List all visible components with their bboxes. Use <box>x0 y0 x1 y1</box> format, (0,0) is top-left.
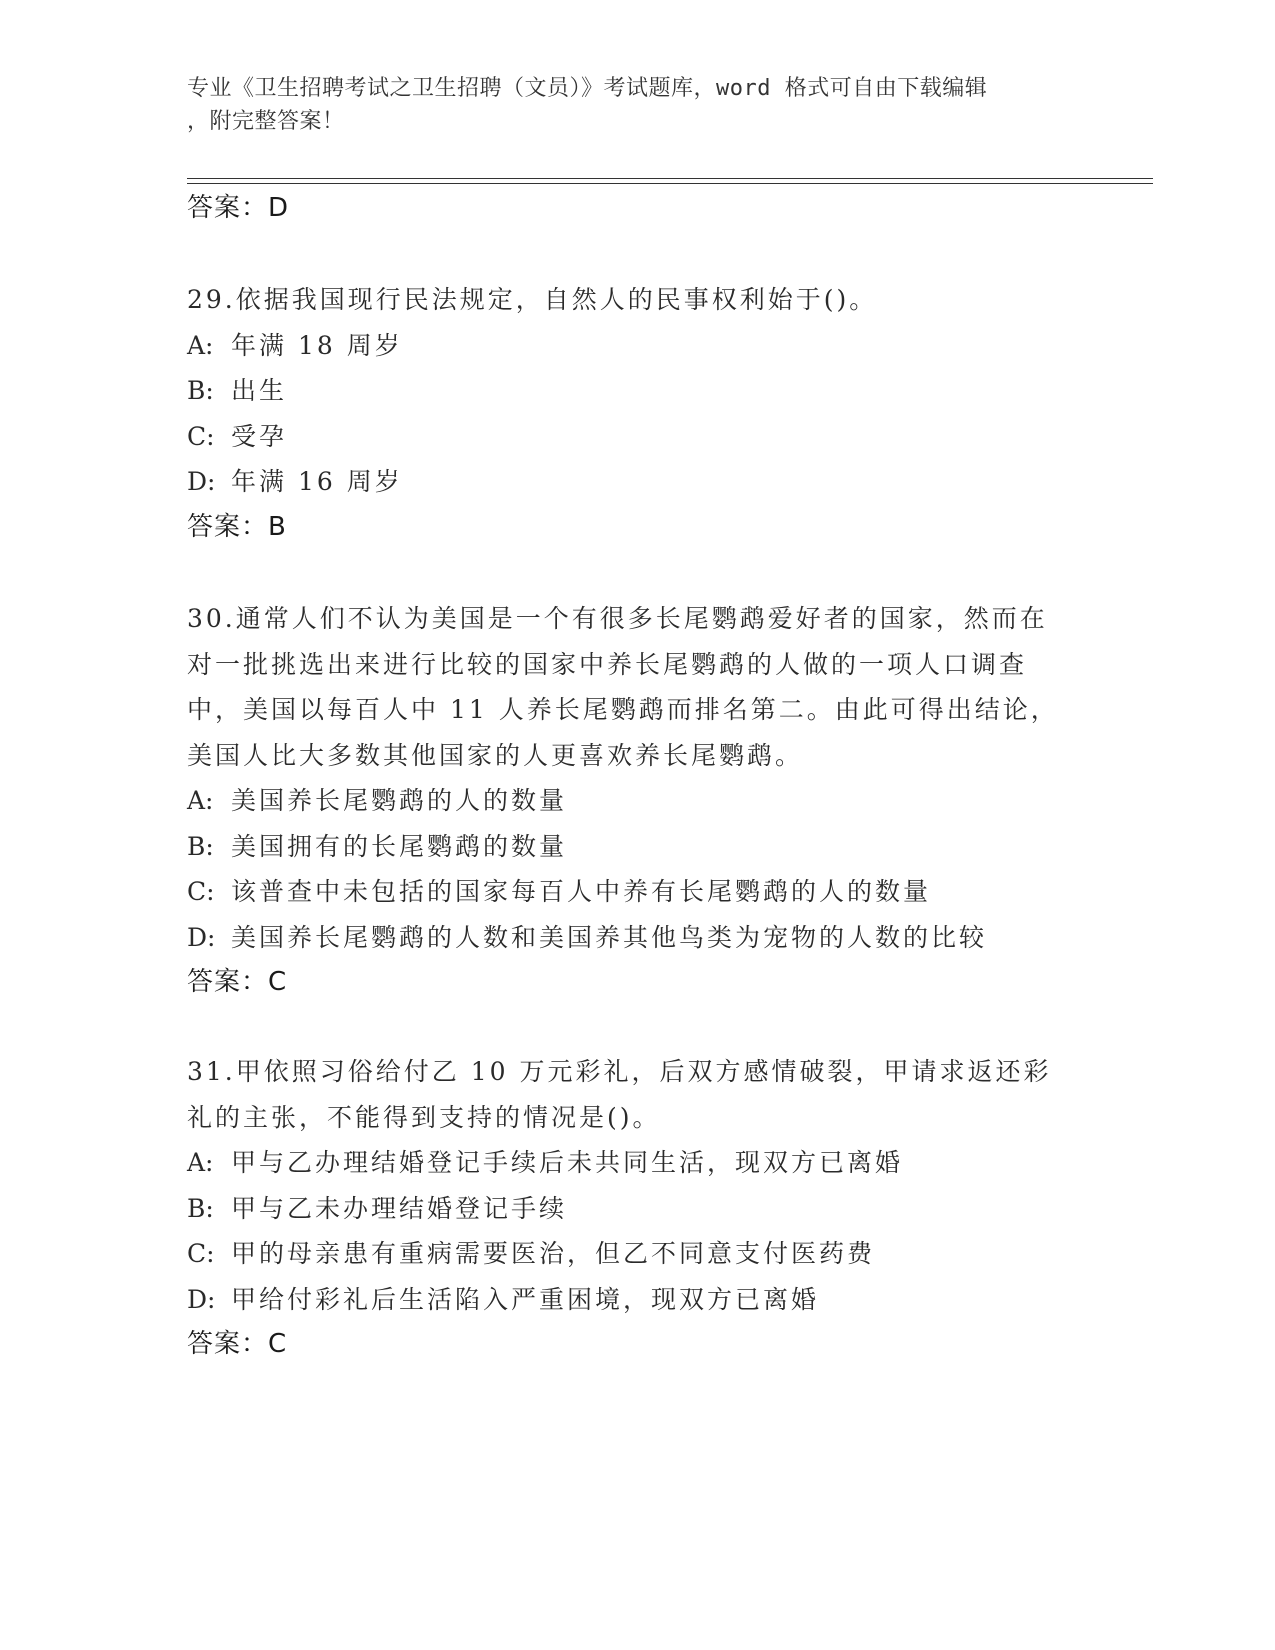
option-text: 年满 18 周岁 <box>231 330 403 360</box>
option-b <box>187 368 1087 414</box>
option-key: C: <box>187 877 215 906</box>
header-rule-top <box>187 178 1153 179</box>
option-d <box>187 915 1087 961</box>
question-text: 31.甲依照习俗给付乙 10 万元彩礼，后双方感情破裂，甲请求返还彩 <box>187 1057 1052 1086</box>
option-key: B: <box>187 1193 214 1223</box>
option-key: C: <box>187 421 215 451</box>
option-d <box>187 1277 1087 1323</box>
option-key: B: <box>187 831 214 861</box>
option-d <box>187 459 1087 505</box>
option-text: 甲给付彩礼后生活陷入严重困境，现双方已离婚 <box>231 1284 820 1314</box>
option-c <box>187 414 1087 460</box>
question-text: 29.依据我国现行民法规定，自然人的民事权利始于()。 <box>187 285 878 314</box>
option-text: 甲与乙未办理结婚登记手续 <box>231 1193 568 1223</box>
option-key: A: <box>187 1148 214 1177</box>
question-text: 中，美国以每百人中 11 人养长尾鹦鹉而排名第二。由此可得出结论， <box>187 695 1059 724</box>
header-line-1: 专业《卫生招聘考试之卫生招聘（文员）》考试题库，word 格式可自由下载编辑 <box>187 76 988 101</box>
answer-label: 答案：C <box>187 1329 288 1359</box>
answer-label: 答案：D <box>187 193 290 223</box>
option-key: D: <box>187 467 216 496</box>
option-text: 美国养长尾鹦鹉的人数和美国养其他鸟类为宠物的人数的比较 <box>231 922 988 952</box>
answer-label: 答案：B <box>187 511 287 542</box>
option-text: 甲与乙办理结婚登记手续后未共同生活，现双方已离婚 <box>231 1148 904 1177</box>
option-key: A: <box>187 786 214 815</box>
question-text: 美国人比大多数其他国家的人更喜欢养长尾鹦鹉。 <box>187 740 804 770</box>
question-29 <box>187 277 1087 550</box>
option-text: 该普查中未包括的国家每百人中养有长尾鹦鹉的人的数量 <box>231 877 932 906</box>
option-key: B: <box>187 376 214 405</box>
option-a <box>187 1140 1087 1186</box>
option-text: 受孕 <box>231 421 288 451</box>
option-b <box>187 1186 1087 1232</box>
option-c <box>187 869 1087 915</box>
option-key: D: <box>187 922 216 952</box>
question-text: 礼的主张，不能得到支持的情况是()。 <box>187 1102 661 1132</box>
option-key: D: <box>187 1284 216 1314</box>
option-b <box>187 824 1087 870</box>
option-text: 美国养长尾鹦鹉的人的数量 <box>231 786 568 815</box>
page-header <box>187 72 1067 138</box>
answer-label: 答案：C <box>187 967 288 997</box>
option-text: 美国拥有的长尾鹦鹉的数量 <box>231 831 568 861</box>
question-text: 30.通常人们不认为美国是一个有很多长尾鹦鹉爱好者的国家，然而在 <box>187 604 1048 633</box>
option-a <box>187 323 1087 369</box>
option-text: 甲的母亲患有重病需要医治，但乙不同意支付医药费 <box>231 1239 876 1268</box>
option-key: C: <box>187 1239 215 1268</box>
option-a <box>187 778 1087 824</box>
option-c <box>187 1231 1087 1277</box>
question-31 <box>187 1049 1087 1368</box>
question-30 <box>187 596 1087 1006</box>
previous-answer-block <box>187 186 1087 232</box>
option-text: 年满 16 周岁 <box>231 467 403 496</box>
question-text: 对一批挑选出来进行比较的国家中养长尾鹦鹉的人做的一项人口调查 <box>187 649 1028 679</box>
option-key: A: <box>187 330 214 360</box>
header-line-2: ，附完整答案！ <box>187 109 345 134</box>
header-rule-bottom <box>187 183 1153 184</box>
option-text: 出生 <box>231 376 288 405</box>
